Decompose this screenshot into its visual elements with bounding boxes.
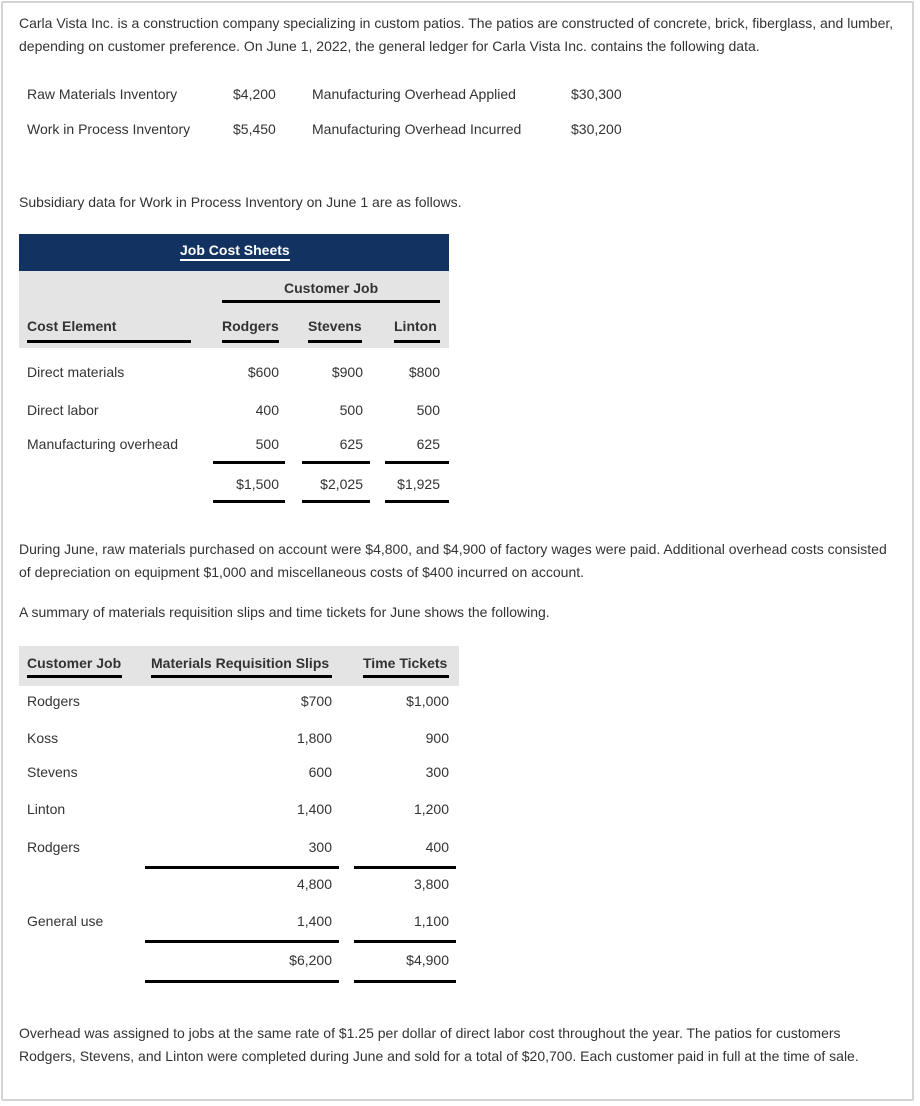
header-rule	[27, 340, 191, 343]
job-cost-table	[19, 234, 449, 508]
job-total: $1,500	[236, 476, 279, 492]
header-rule	[151, 675, 332, 678]
customer-job-header: Customer Job	[27, 655, 122, 671]
tt-value: $1,000	[406, 693, 449, 709]
mrs-total: $6,200	[289, 952, 332, 968]
double-rule	[213, 500, 285, 503]
job-total: $1,925	[397, 476, 440, 492]
summary-intro: A summary of materials requisition slips and time tickets for June shows the following.	[19, 604, 550, 620]
mrs-value: $700	[300, 693, 332, 709]
tt-value: 400	[425, 839, 449, 855]
job-name: Linton	[27, 801, 66, 817]
materials-header	[19, 646, 459, 686]
closing-paragraph: Overhead was assigned to jobs at the same rate of $1.25 per dollar of direct labor cost throughout the year. The patios for customers Rodgers, Stevens, and Linton were completed during June and sold for a total of $20,700. Each customer paid in full at the time of sale.	[19, 1025, 859, 1064]
ledger-label: Manufacturing Overhead Applied	[312, 86, 516, 102]
cost-value: $800	[408, 364, 440, 380]
cost-value: 500	[416, 402, 440, 418]
mrs-value: 1,400	[296, 913, 332, 929]
mrs-value: 300	[308, 839, 332, 855]
materials-table	[19, 646, 459, 986]
customer-job-group-header: Customer Job	[284, 280, 379, 296]
tt-subtotal: 3,800	[413, 876, 449, 892]
june-paragraph: During June, raw materials purchased on account were $4,800, and $4,900 of factory wages were paid. Additional overhead costs consisted of depreciation on equipment $1,000 and miscellaneous costs of $400 incurred on account.	[19, 541, 887, 580]
ledger-label: Manufacturing Overhead Incurred	[312, 121, 522, 137]
job-name: Koss	[27, 730, 59, 746]
mrs-header: Materials Requisition Slips	[151, 655, 330, 671]
ledger-label: Raw Materials Inventory	[27, 86, 178, 102]
header-rule	[363, 675, 449, 678]
cost-value: 400	[255, 402, 279, 418]
job-name: Rodgers	[27, 693, 80, 709]
header-rule	[27, 675, 122, 678]
header-rule	[394, 340, 440, 343]
double-rule	[302, 500, 370, 503]
ledger-label: Work in Process Inventory	[27, 121, 191, 137]
ledger-value: $5,450	[233, 121, 276, 137]
job-name: Rodgers	[27, 839, 80, 855]
double-rule	[385, 500, 449, 503]
mrs-value: 600	[308, 764, 332, 780]
cost-row-label: Direct labor	[27, 402, 99, 418]
subsidiary-intro: Subsidiary data for Work in Process Inventory on June 1 are as follows.	[19, 194, 462, 210]
job-header-stevens: Stevens	[308, 318, 362, 334]
cost-row-label: Direct materials	[27, 364, 125, 380]
ledger-value: $30,300	[571, 86, 622, 102]
header-rule	[222, 340, 279, 343]
intro-paragraph: Carla Vista Inc. is a construction company specializing in custom patios. The patios are constructed of concrete, brick, fiberglass, and lumber, depending on customer preference. On June 1, 2022, the general ledger for Carla Vista Inc. contains the following data.	[19, 15, 894, 54]
mrs-subtotal: 4,800	[296, 876, 332, 892]
job-cost-title: Job Cost Sheets	[180, 242, 290, 261]
cost-value: 500	[339, 402, 363, 418]
header-rule	[308, 340, 362, 343]
job-cost-title-bar	[19, 234, 449, 271]
job-name: Stevens	[27, 764, 78, 780]
mrs-value: 1,800	[296, 730, 332, 746]
subtotal-rule	[145, 866, 339, 869]
ledger-value: $4,200	[233, 86, 276, 102]
tt-value: 1,100	[413, 913, 449, 929]
job-name: General use	[27, 913, 104, 929]
tt-value: 900	[425, 730, 449, 746]
job-header-rodgers: Rodgers	[222, 318, 279, 334]
header-rule	[222, 300, 440, 303]
cost-value: 625	[339, 436, 363, 452]
cost-row-label: Manufacturing overhead	[27, 436, 178, 452]
tt-value: 300	[425, 764, 449, 780]
cost-value: $600	[247, 364, 279, 380]
mrs-value: 1,400	[296, 801, 332, 817]
cost-value: 500	[255, 436, 279, 452]
tt-total: $4,900	[406, 952, 449, 968]
total-rule	[213, 461, 285, 464]
total-rule	[302, 461, 370, 464]
job-cost-header	[19, 271, 449, 348]
double-rule	[145, 980, 339, 983]
tt-value: 1,200	[413, 801, 449, 817]
total-rule	[145, 940, 339, 943]
cost-element-header: Cost Element	[27, 318, 117, 334]
double-rule	[354, 980, 456, 983]
job-total: $2,025	[320, 476, 363, 492]
subtotal-rule	[354, 866, 456, 869]
time-tickets-header: Time Tickets	[363, 655, 448, 671]
cost-value: 625	[416, 436, 440, 452]
total-rule	[354, 940, 456, 943]
ledger-value: $30,200	[571, 121, 622, 137]
cost-value: $900	[331, 364, 363, 380]
total-rule	[385, 461, 449, 464]
job-header-linton: Linton	[394, 318, 437, 334]
